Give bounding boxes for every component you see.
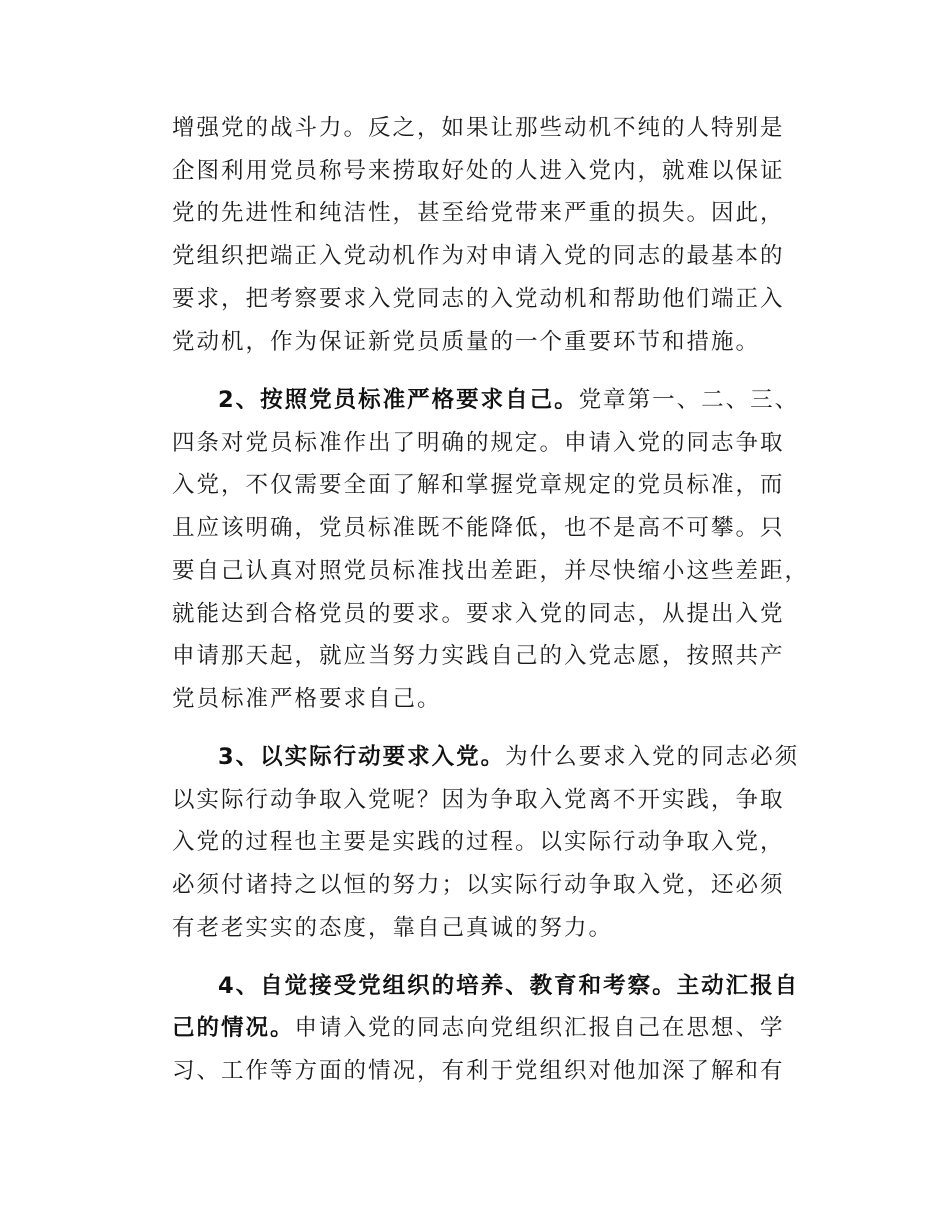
text-line: 党组织把端正入党动机作为对申请入党的同志的最基本的 <box>172 243 785 269</box>
paragraph-line <box>172 1017 812 1040</box>
text-line: 申请那天起，就应当努力实践自己的入党志愿，按照共产 <box>172 643 785 669</box>
section-heading: 3、以实际行动要求入党。 <box>218 744 506 770</box>
text-line: 四条对党员标准作出了明确的规定。申请入党的同志争取 <box>172 430 785 456</box>
text-line: 党动机，作为保证新党员质量的一个重要环节和措施。 <box>172 329 761 355</box>
text-line: 要求，把考察要求入党同志的入党动机和帮助他们端正入 <box>172 286 785 312</box>
text-line: 且应该明确，党员标准既不能降低，也不是高不可攀。只 <box>172 515 785 541</box>
text-run: 申请入党的同志向党组织汇报自己在思想、学 <box>294 1015 785 1041</box>
text-line: 要自己认真对照党员标准找出差距，并尽快缩小这些差距， <box>172 558 810 584</box>
section-heading: 4、自觉接受党组织的培养、教育和考察。主动汇报自 <box>218 973 800 999</box>
text-line: 就能达到合格党员的要求。要求入党的同志，从提出入党 <box>172 601 785 627</box>
text-line: 入党的过程也主要是实践的过程。以实际行动争取入党， <box>172 829 785 855</box>
text-line: 习、工作等方面的情况，有利于党组织对他加深了解和有 <box>172 1058 785 1084</box>
section-heading: 2、按照党员标准严格要求自己。 <box>218 387 579 413</box>
text-line: 必须付诸持之以恒的努力；以实际行动争取入党，还必须 <box>172 872 785 898</box>
text-run: 党章第一、二、三、 <box>578 387 800 413</box>
text-line: 有老老实实的态度，靠自己真诚的努力。 <box>172 915 614 941</box>
text-line: 入党，不仅需要全面了解和掌握党章规定的党员标准，而 <box>172 472 785 498</box>
paragraph-first-line <box>218 389 812 412</box>
text-line: 增强党的战斗力。反之，如果让那些动机不纯的人特别是 <box>172 115 785 141</box>
text-run: 为什么要求入党的同志必须 <box>505 744 800 770</box>
text-line: 企图利用党员称号来捞取好处的人进入党内，就难以保证 <box>172 158 785 184</box>
section-heading-continuation: 己的情况。 <box>172 1015 295 1041</box>
text-line: 党员标准严格要求自己。 <box>172 686 442 712</box>
text-line: 以实际行动争取入党呢？因为争取入党离不开实践，争取 <box>172 787 785 813</box>
paragraph-first-line <box>218 746 812 769</box>
text-line: 党的先进性和纯洁性，甚至给党带来严重的损失。因此， <box>172 200 785 226</box>
